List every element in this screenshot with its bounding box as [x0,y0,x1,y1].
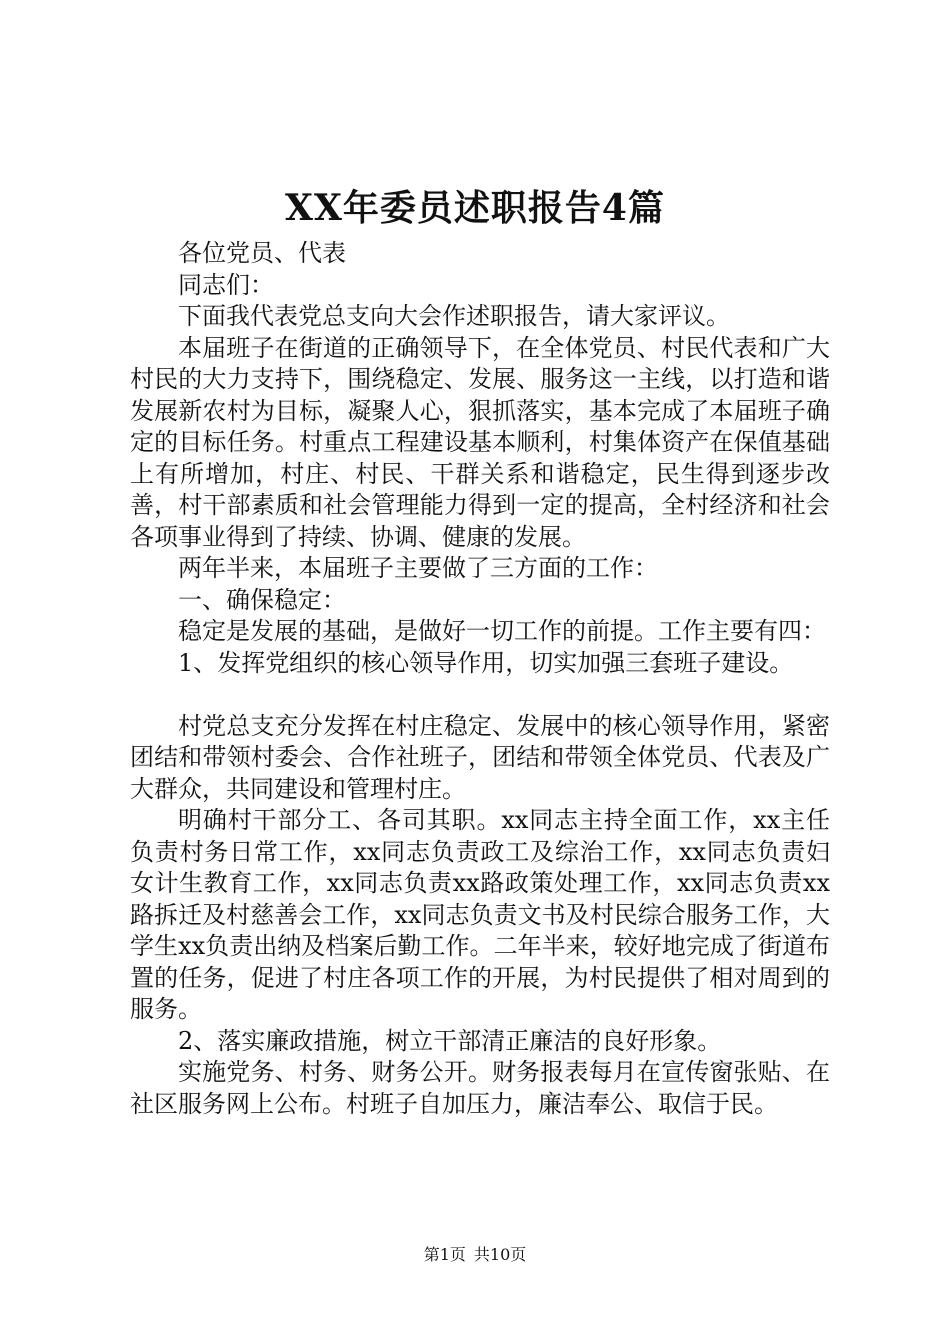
page-footer [0,1245,950,1265]
page-total: 共10页 [473,1245,527,1264]
document-title: XX年委员述职报告4篇 [285,187,665,229]
document-body [130,238,830,1120]
subsection-heading: 2、落实廉政措施，树立干部清正廉洁的良好形象。 [178,1026,722,1055]
section-heading: 一、确保稳定： [178,585,346,614]
paragraph: 本届班子在街道的正确领导下，在全体党员、村民代表和广大村民的大力支持下，围绕稳定、发展、服务这一主线，以打造和谐发展新农村为目标，凝聚人心，狠抓落实，基本完成了本届班子确定的目标任务。村重点工程建设基本顺利，村集体资产在保值基础上有所增加，村庄、村民、干群关系和谐稳定，民生得到逐步改善，村干部素质和社会管理能力得到一定的提高，全村经济和社会各项事业得到了持续、协调、健康的发展。 [130,333,830,551]
paragraph: 稳定是发展的基础，是做好一切工作的前提。工作主要有四： [178,617,826,645]
paragraph: 村党总支充分发挥在村庄稳定、发展中的核心领导作用，紧密团结和带领村委会、合作社班子，团结和带领全体党员、代表及广大群众，共同建设和管理村庄。 [130,711,830,803]
paragraph: 两年半来，本届班子主要做了三方面的工作： [178,554,658,582]
paragraph-salutation-2: 同志们： [178,270,274,299]
paragraph: 实施党务、村务、财务公开。财务报表每月在宣传窗张贴、在社区服务网上公布。村班子自加压力，廉洁奉公、取信于民。 [130,1058,830,1118]
page-number: 第1页 [423,1245,466,1264]
paragraph: 下面我代表党总支向大会作述职报告，请大家评议。 [178,302,730,330]
paragraph-salutation-1: 各位党员、代表 [178,239,346,267]
subsection-heading: 1、发挥党组织的核心领导作用，切实加强三套班子建设。 [178,648,794,677]
paragraph: 明确村干部分工、各司其职。xx同志主持全面工作，xx主任负责村务日常工作，xx同志负责政工及综治工作，xx同志负责妇女计生教育工作，xx同志负责xx路政策处理工作，xx同志负责xx路拆迁及村慈善会工作，xx同志负责文书及村民综合服务工作，大学生xx负责出纳及档案后勤工作。二年半来，较好地完成了街道布置的任务，促进了村庄各项工作的开展，为村民提供了相对周到的服务。 [130,806,830,1023]
